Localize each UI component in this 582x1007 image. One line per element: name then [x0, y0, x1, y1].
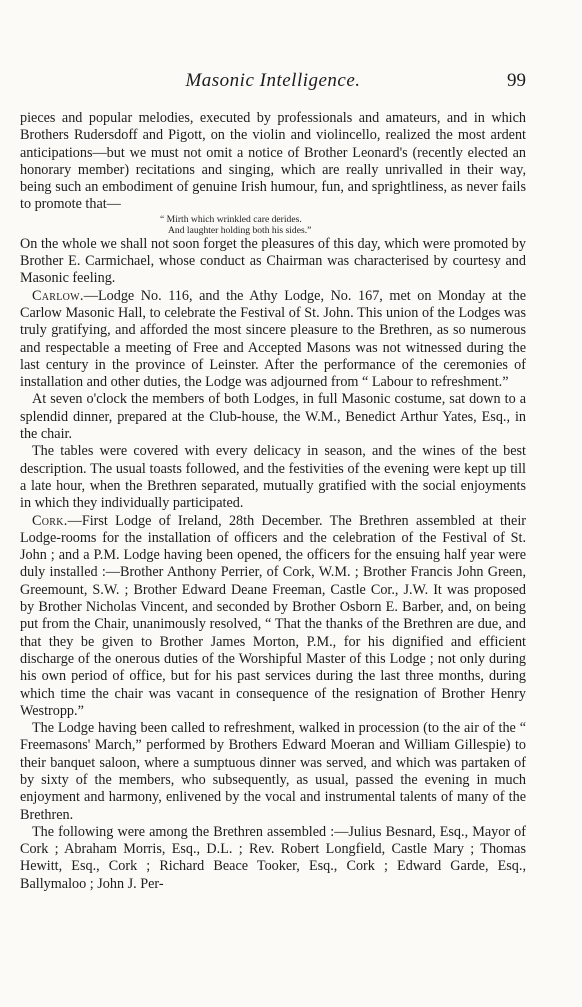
- paragraph-text: —Lodge No. 116, and the Athy Lodge, No. 167, met on Monday at the Carlow Masonic Hall, to celebrate the Festival of St. John. This union of the Lodges was truly gratifying, and afforded the most sincere pleasure to the Brethren, as so numerous and respectable a meeting of Free and Accepted Masons was not witnessed during the last century in the province of Leinster. After the performance of the ceremonies of installation and other duties, the Lodge was adjourned from “ Labour to refreshment.”: [20, 287, 526, 391]
- paragraph: The Lodge having been called to refreshment, walked in procession (to the air of the “ Freemasons' March,” performed by Brothers Edward Moeran and William Gillespie) to their banquet saloon, where a sumptuous dinner was served, and which was partaken of by sixty of the members, who subsequently, as usual, passed the evening in much enjoyment and harmony, enlivened by the vocal and instrumental talents of many of the Brethren.: [20, 720, 526, 823]
- section-lead-cork: Cork.: [32, 512, 68, 529]
- quote-line: “ Mirth which wrinkled care derides.: [160, 213, 302, 225]
- section-lead-carlow: Carlow.: [32, 287, 84, 304]
- paragraph-carlow: [20, 288, 526, 392]
- paragraph: On the whole we shall not soon forget the pleasures of this day, which were promoted by Brother E. Carmichael, whose conduct as Chairman was characterised by courtesy and Masonic feeling.: [20, 235, 526, 287]
- paragraph: The following were among the Brethren assembled :—Julius Besnard, Esq., Mayor of Cork ; Abraham Morris, Esq., D.L. ; Rev. Robert Longfield, Castle Mary ; Thomas Hewitt, Esq., Cork ; Richard Beace Tooker, Esq., Cork ; Edward Garde, Esq., Ballymaloo ; John J. Per-: [20, 823, 526, 892]
- running-title: Masonic Intelligence.: [185, 70, 361, 91]
- paragraph: pieces and popular melodies, executed by professionals and amateurs, and in which Brothers Rudersdoff and Pigott, on the violin and violincello, realized the most ardent anticipations—but we must not omit a notice of Brother Leonard's (recently elected an honorary member) recitations and singing, which are really unrivalled in their way, being such an embodiment of genuine Irish humour, fun, and sprightliness, as never fails to promote that—: [20, 110, 526, 213]
- article-body: [20, 110, 526, 893]
- paragraph-cork: [20, 513, 526, 721]
- paragraph-text: —First Lodge of Ireland, 28th December. The Brethren assembled at their Lodge-rooms for the installation of officers and the celebration of the Festival of St. John ; and a P.M. Lodge having been opened, the officers for the ensuing half year were duly installed :—Brother Anthony Perrier, of Cork, W.M. ; Brother Francis John Green, Greemount, S.W. ; Brother Edward Deane Freeman, Castle Cor., J.W. It was proposed by Brother Nicholas Vincent, and seconded by Brother Osborn E. Barber, and, on being put from the Chair, unanimously resolved, “ That the thanks of the Brethren are due, and that they be given to Brother James Morton, P.M., for his dignified and efficient discharge of the onerous duties of the Worshipful Master of this Lodge ; not only during his own period of office, but for his past services during the last three months, during which time the chair was vacant in consequence of the resignation of Brother Henry Westropp.”: [20, 512, 526, 719]
- page-header: [20, 70, 526, 100]
- verse-quote: [160, 214, 526, 236]
- page-number: 99: [507, 70, 526, 91]
- paragraph: The tables were covered with every delicacy in season, and the wines of the best description. The usual toasts followed, and the festivities of the evening were kept up till a late hour, when the Brethren separated, mutually gratified with the social enjoyments in which they individually participated.: [20, 443, 526, 512]
- quote-line: And laughter holding both his sides.”: [168, 224, 312, 236]
- paragraph: At seven o'clock the members of both Lodges, in full Masonic costume, sat down to a splendid dinner, prepared at the Club-house, the W.M., Benedict Arthur Yates, Esq., in the chair.: [20, 391, 526, 443]
